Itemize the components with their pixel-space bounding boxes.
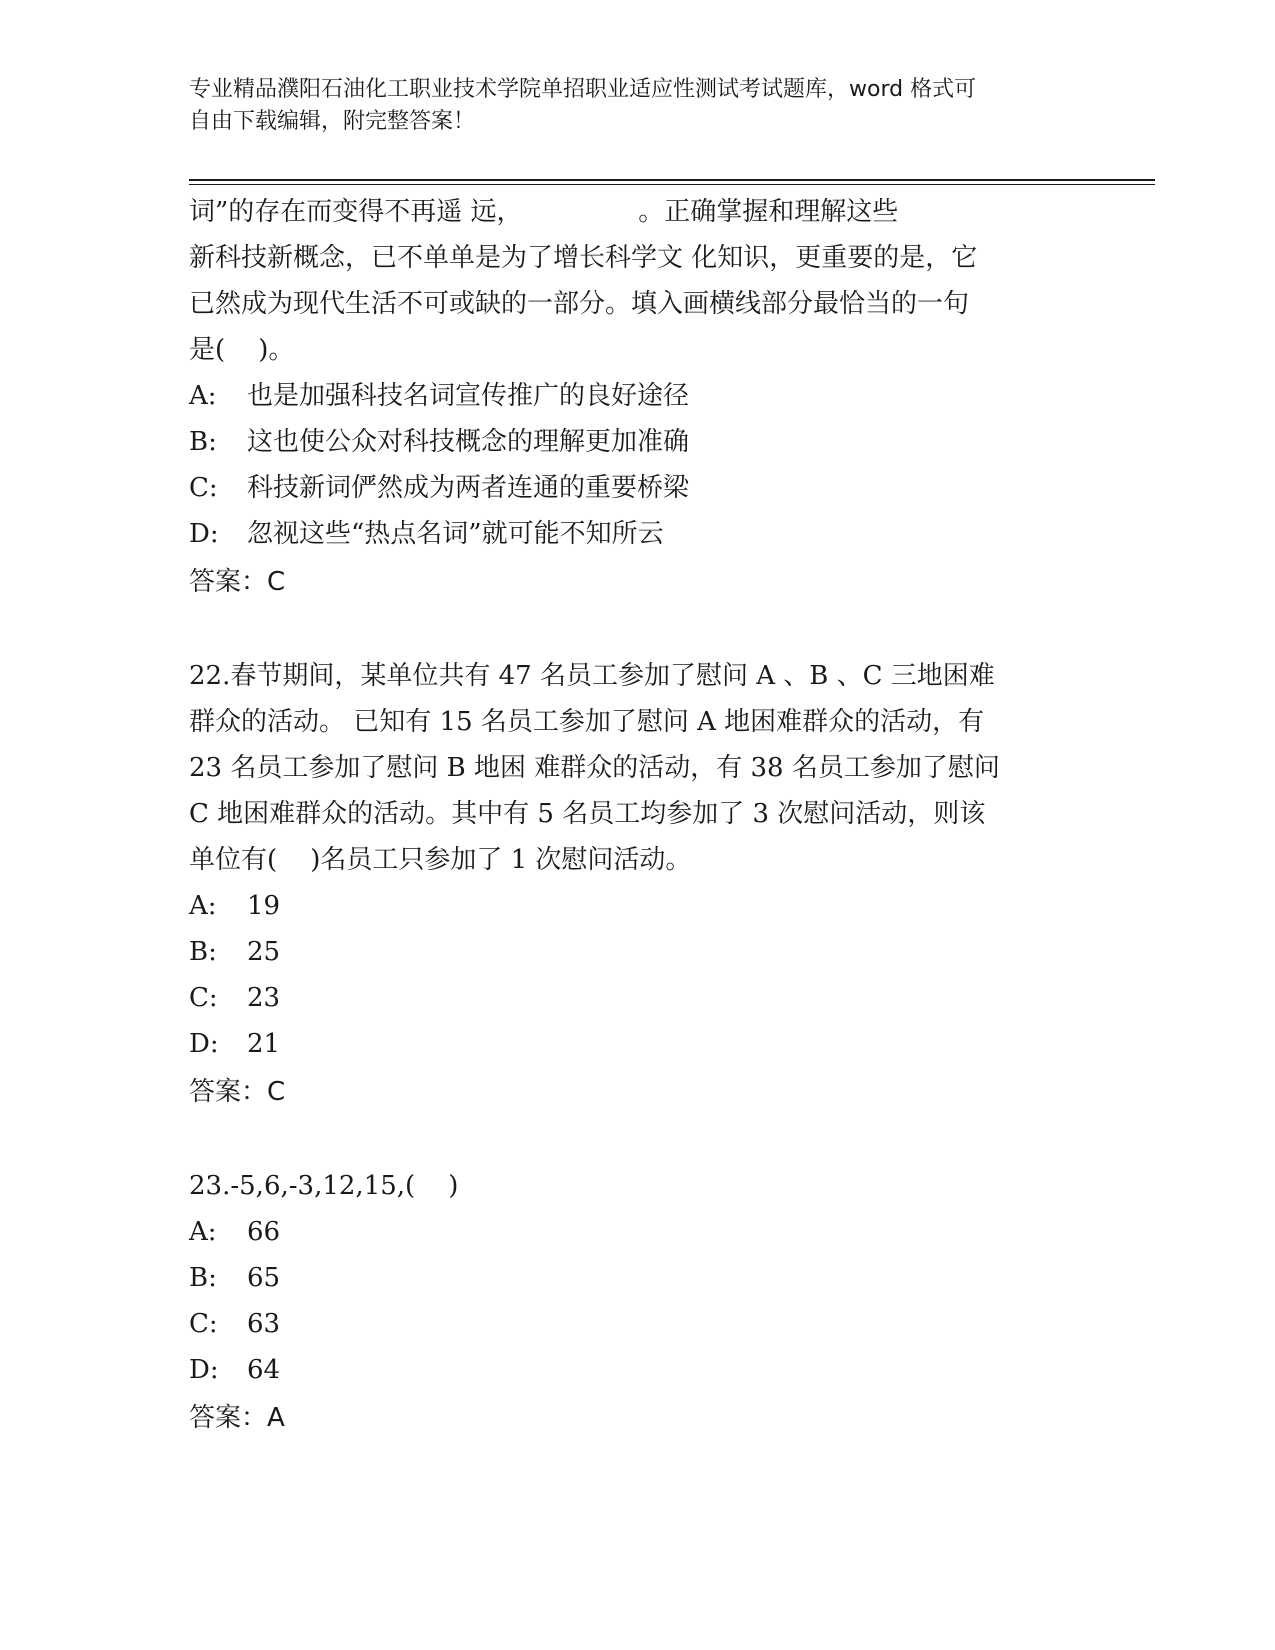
option-key: B:	[189, 427, 217, 457]
option-key: C:	[189, 1309, 218, 1339]
option-key: B:	[189, 937, 217, 967]
option-key: B:	[189, 1263, 217, 1293]
option-c	[189, 975, 1089, 1021]
header-divider-thin	[189, 184, 1155, 185]
question-text-line: C 地困难群众的活动。其中有 5 名员工均参加了 3 次慰问活动，则该	[189, 799, 986, 829]
option-a	[189, 883, 1089, 929]
option-key: D:	[189, 1029, 219, 1059]
option-text: 25	[247, 937, 281, 967]
option-d	[189, 511, 1089, 557]
page-header	[189, 74, 1089, 138]
question-23	[189, 1163, 1089, 1443]
option-b	[189, 419, 1089, 465]
option-text: 65	[247, 1263, 281, 1293]
answer-line: 答案：C	[189, 1077, 286, 1107]
question-text-line: 群众的活动。 已知有 15 名员工参加了慰问 A 地困难群众的活动，有	[189, 707, 985, 737]
question-21	[189, 189, 1089, 607]
question-text-line: 已然成为现代生活不可或缺的一部分。填入画横线部分最恰当的一句	[189, 289, 970, 319]
option-text: 21	[247, 1029, 281, 1059]
option-key: A:	[189, 1217, 217, 1247]
question-text-line: 23.-5,6,-3,12,15,( )	[189, 1171, 459, 1201]
option-b	[189, 1255, 1089, 1301]
header-divider-thick	[189, 179, 1155, 181]
option-text: 19	[247, 891, 281, 921]
option-key: A:	[189, 381, 217, 411]
option-a	[189, 373, 1089, 419]
option-text: 也是加强科技名词宣传推广的良好途径	[247, 381, 690, 411]
spacer	[189, 607, 1089, 653]
option-text: 66	[247, 1217, 281, 1247]
option-text: 23	[247, 983, 281, 1013]
option-key: C:	[189, 983, 218, 1013]
header-line-1: 专业精品濮阳石油化工职业技术学院单招职业适应性测试考试题库，word 格式可	[189, 77, 977, 102]
question-text-line: 22.春节期间，某单位共有 47 名员工参加了慰问 A 、B 、C 三地困难	[189, 661, 995, 691]
option-text: 64	[247, 1355, 281, 1385]
option-c	[189, 465, 1089, 511]
option-key: D:	[189, 1355, 219, 1385]
spacer	[189, 1117, 1089, 1163]
question-text-line: 新科技新概念，已不单单是为了增长科学文 化知识，更重要的是，它	[189, 243, 978, 273]
option-key: A:	[189, 891, 217, 921]
option-text: 忽视这些“热点名词”就可能不知所云	[247, 519, 664, 549]
option-b	[189, 929, 1089, 975]
option-text: 63	[247, 1309, 281, 1339]
header-line-2: 自由下载编辑，附完整答案！	[189, 109, 476, 134]
option-d	[189, 1347, 1089, 1393]
option-text: 科技新词俨然成为两者连通的重要桥梁	[247, 473, 690, 503]
option-c	[189, 1301, 1089, 1347]
option-a	[189, 1209, 1089, 1255]
question-text-line: 是( )。	[189, 335, 295, 365]
option-key: D:	[189, 519, 219, 549]
option-text: 这也使公众对科技概念的理解更加准确	[247, 427, 690, 457]
question-22	[189, 653, 1089, 1117]
option-d	[189, 1021, 1089, 1067]
option-key: C:	[189, 473, 218, 503]
question-text-line: 词”的存在而变得不再遥 远， 。正确掌握和理解这些	[189, 197, 899, 227]
answer-line: 答案：A	[189, 1403, 285, 1433]
answer-line: 答案：C	[189, 567, 286, 597]
document-body	[189, 189, 1089, 1443]
question-text-line: 单位有( )名员工只参加了 1 次慰问活动。	[189, 845, 692, 875]
question-text-line: 23 名员工参加了慰问 B 地困 难群众的活动，有 38 名员工参加了慰问	[189, 753, 1000, 783]
